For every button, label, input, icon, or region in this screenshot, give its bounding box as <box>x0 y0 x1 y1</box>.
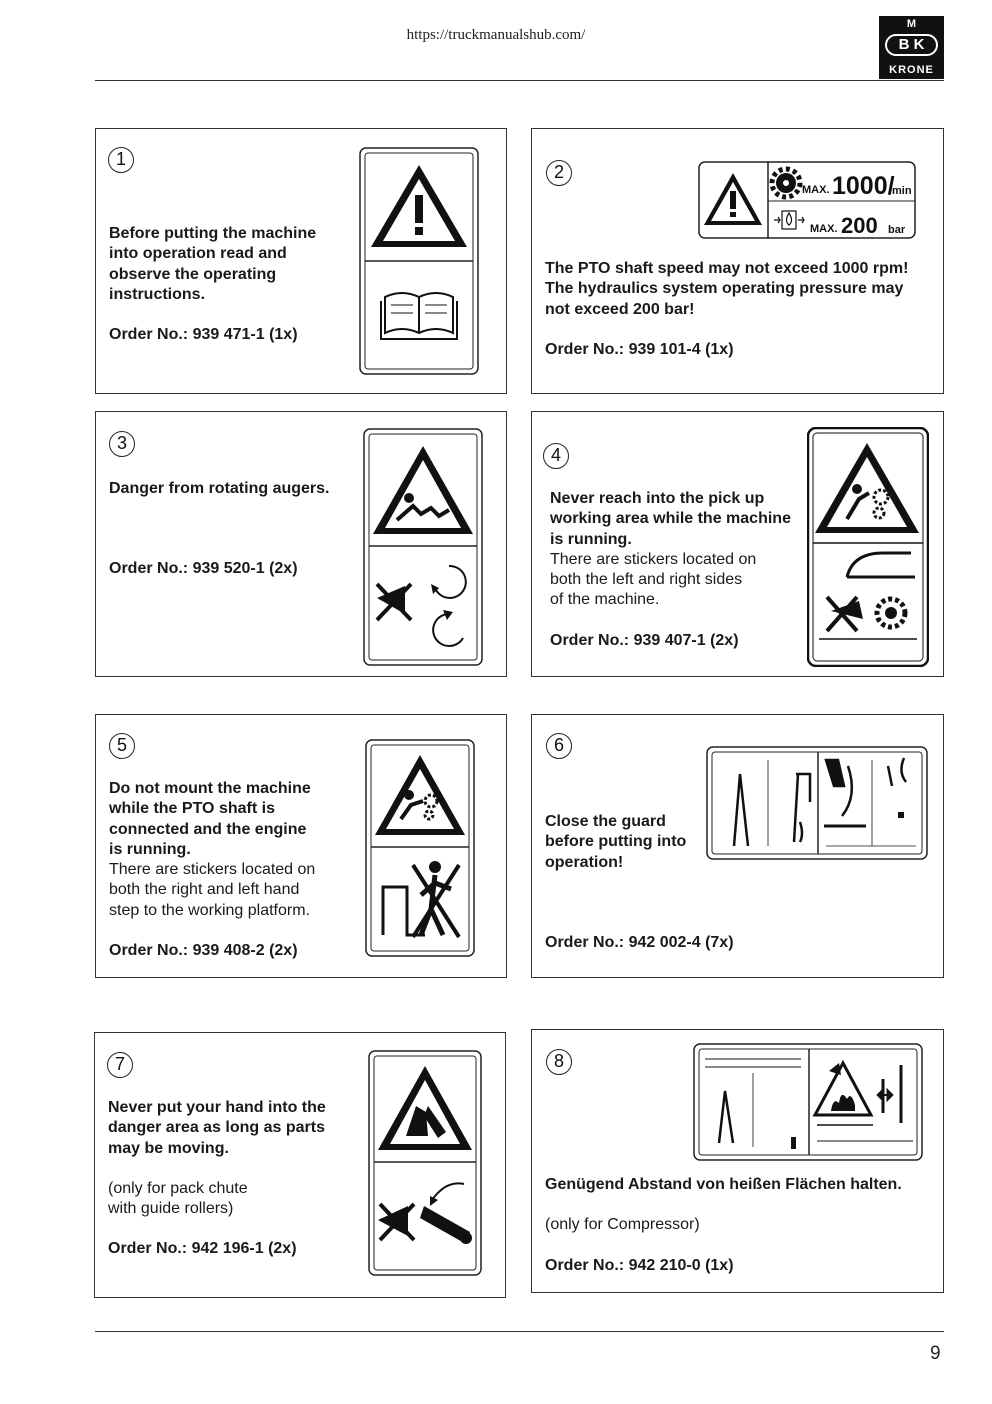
card-line: may be moving. <box>108 1139 229 1157</box>
hot-surface-sticker <box>693 1043 925 1163</box>
card-5 <box>95 714 507 978</box>
card-text <box>109 479 359 499</box>
warning-sticker-moving-parts <box>368 1050 482 1276</box>
card-line: both the right and left hand <box>109 881 300 899</box>
card-3 <box>95 411 507 677</box>
card-line: Genügend Abstand von heißen Flächen halten. <box>545 1176 902 1193</box>
card-text <box>545 259 937 360</box>
warning-sticker-augers <box>363 428 483 666</box>
card-line: Danger from rotating augers. <box>109 480 330 497</box>
card-text <box>109 224 349 345</box>
max-label-1: MAX. <box>802 184 830 196</box>
logo-crown: M <box>906 18 917 30</box>
card-text <box>545 812 705 873</box>
card-line: not exceed 200 bar! <box>545 300 695 318</box>
card-2 <box>531 128 944 394</box>
card-number: 3 <box>109 431 135 457</box>
header-rule <box>95 80 944 81</box>
close-guard-sticker <box>706 746 928 860</box>
card-line: Before putting the machine <box>109 225 317 242</box>
max-label-2: MAX. <box>810 223 838 235</box>
order-number: Order No.: 942 196-1 (2x) <box>108 1240 297 1258</box>
pressure-value: 200 <box>841 213 878 238</box>
warning-sticker-manual <box>359 147 479 375</box>
card-line: danger area as long as parts <box>108 1119 325 1137</box>
card-line: The hydraulics system operating pressure may <box>545 280 904 298</box>
header-url: https://truckmanualshub.com/ <box>406 27 586 43</box>
card-text <box>545 1175 937 1276</box>
card-line: The PTO shaft speed may not exceed 1000 rpm! <box>545 260 909 277</box>
card-line: There are stickers located on <box>550 550 757 568</box>
warning-sticker-mount <box>365 739 475 957</box>
card-number: 1 <box>108 147 134 173</box>
card-line: observe the operating <box>109 265 277 283</box>
logo-letters: B K <box>885 34 938 56</box>
logo-name: KRONE <box>889 64 934 76</box>
card-number: 5 <box>109 733 135 759</box>
card-number: 2 <box>546 160 572 186</box>
card-line: operation! <box>545 853 624 871</box>
pressure-unit: bar <box>888 224 906 236</box>
card-line: step to the working platform. <box>109 901 310 919</box>
card-line: into operation read and <box>109 245 287 263</box>
card-order <box>545 933 805 953</box>
card-line: working area while the machine <box>550 510 791 528</box>
card-line: (only for Compressor) <box>545 1216 700 1234</box>
card-7 <box>94 1032 506 1298</box>
order-number: Order No.: 939 407-1 (2x) <box>550 631 739 649</box>
speed-unit: min <box>892 185 912 197</box>
card-line: is running. <box>109 840 191 858</box>
card-number: 4 <box>543 443 569 469</box>
order-number: Order No.: 942 210-0 (1x) <box>545 1256 734 1274</box>
card-line: (only for pack chute <box>108 1179 248 1197</box>
card-line: while the PTO shaft is <box>109 800 275 818</box>
card-line: both the left and right sides <box>550 571 743 589</box>
order-number: Order No.: 939 408-2 (2x) <box>109 942 298 960</box>
order-number: Order No.: 942 002-4 (7x) <box>545 934 734 951</box>
card-line: before putting into <box>545 833 687 851</box>
order-number: Order No.: 939 471-1 (1x) <box>109 326 298 344</box>
card-number: 7 <box>107 1052 133 1078</box>
krone-logo <box>879 16 944 79</box>
gear-icon <box>772 169 800 197</box>
card-8 <box>531 1029 944 1293</box>
card-line: There are stickers located on <box>109 861 316 879</box>
pto-speed-pressure-sticker <box>698 161 918 241</box>
footer-rule <box>95 1331 944 1332</box>
card-line: of the machine. <box>550 591 660 609</box>
card-1 <box>95 128 507 394</box>
warning-sticker-pickup <box>807 427 929 667</box>
card-text <box>550 489 810 651</box>
card-line: Never put your hand into the <box>108 1099 326 1116</box>
card-line: is running. <box>550 530 632 548</box>
card-order <box>109 559 359 579</box>
speed-value: 1000/ <box>832 172 895 200</box>
card-line: Close the guard <box>545 813 666 830</box>
order-number: Order No.: 939 101-4 (1x) <box>545 340 734 358</box>
card-4 <box>531 411 944 677</box>
card-line: connected and the engine <box>109 820 307 838</box>
order-number: Order No.: 939 520-1 (2x) <box>109 560 298 577</box>
card-line: Do not mount the machine <box>109 780 311 797</box>
card-line: instructions. <box>109 285 206 303</box>
card-6 <box>531 714 944 978</box>
card-text <box>108 1098 368 1260</box>
card-number: 8 <box>546 1049 572 1075</box>
card-line: with guide rollers) <box>108 1200 234 1218</box>
card-line: Never reach into the pick up <box>550 490 765 507</box>
card-text <box>109 779 369 961</box>
card-number: 6 <box>546 733 572 759</box>
page-number: 9 <box>930 1343 941 1364</box>
